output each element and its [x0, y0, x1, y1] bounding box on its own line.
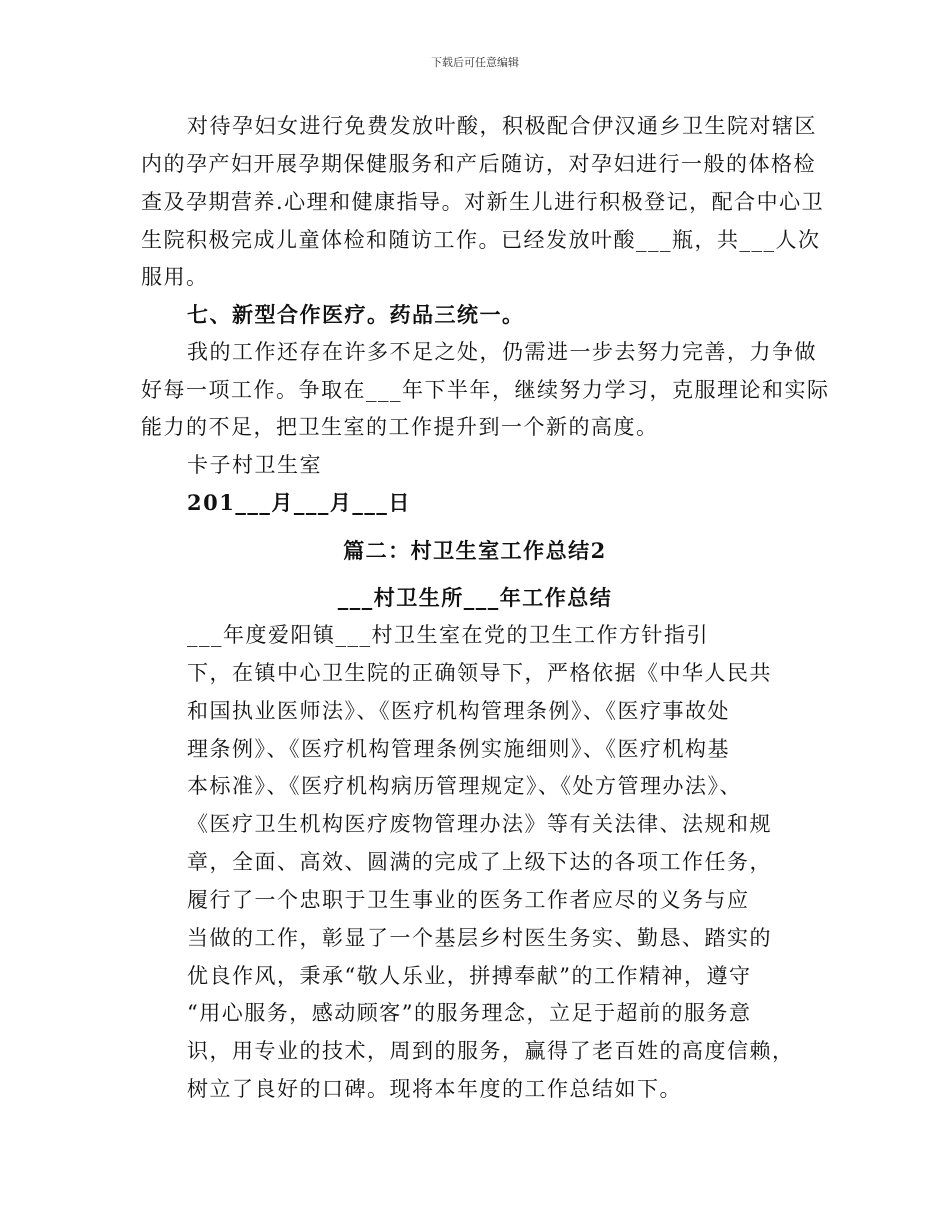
paragraph-line: “用心服务，感动顾客”的服务理念，立足于超前的服务意	[187, 1001, 752, 1025]
paragraph-line: 识，用专业的技术，周到的服务，赢得了老百姓的高度信赖，	[187, 1039, 795, 1063]
paragraph-line: 履行了一个忠职于卫生事业的医务工作者应尽的义务与应	[187, 888, 750, 912]
signature: 卡子村卫生室	[187, 453, 322, 477]
section-title: 篇二：村卫生室工作总结2	[343, 538, 607, 563]
paragraph-line: 对待孕妇女进行免费发放叶酸，积极配合伊汉通乡卫生院对辖区	[187, 114, 817, 138]
section-heading: 七、新型合作医疗。药品三统一。	[187, 302, 525, 327]
paragraph-line: 好每一项工作。争取在___年下半年，继续努力学习，克服理论和实际	[141, 378, 830, 402]
paragraph-line: 理条例》、《医疗机构管理条例实施细则》、《医疗机构基	[187, 737, 730, 761]
section-subtitle: ___村卫生所___年工作总结	[337, 585, 613, 610]
paragraph-line: 《医疗卫生机构医疗废物管理办法》等有关法律、法规和规	[187, 812, 772, 836]
date-line: 201___月___月___日	[187, 490, 411, 515]
paragraph-line: ___年度爱阳镇___村卫生室在党的卫生工作方针指引	[187, 623, 709, 647]
paragraph-line: 树立了良好的口碑。现将本年度的工作总结如下。	[187, 1077, 682, 1101]
paragraph-line: 查及孕期营养.心理和健康指导。对新生儿进行积极登记，配合中心卫	[141, 190, 825, 214]
page-header: 下载后可任意编辑	[431, 56, 519, 69]
paragraph-line: 和国执业医师法》、《医疗机构管理条例》、《医疗事故处	[187, 699, 730, 723]
paragraph-line: 当做的工作，彰显了一个基层乡村医生务实、勤恳、踏实的	[187, 926, 772, 950]
paragraph-line: 优良作风，秉承“敬人乐业，拼搏奉献”的工作精神，遵守	[187, 964, 752, 988]
paragraph-line: 章，全面、高效、圆满的完成了上级下达的各项工作任务，	[187, 850, 772, 874]
paragraph-line: 我的工作还存在许多不足之处，仍需进一步去努力完善，力争做	[187, 340, 817, 364]
paragraph-line: 内的孕产妇开展孕期保健服务和产后随访，对孕妇进行一般的体格检	[141, 152, 816, 176]
paragraph-line: 下，在镇中心卫生院的正确领导下，严格依据《中华人民共	[187, 661, 772, 685]
paragraph-line: 服用。	[141, 265, 209, 289]
paragraph-line: 本标准》、《医疗机构病历管理规定》、《处方管理办法》、	[187, 774, 742, 798]
paragraph-line: 生院积极完成儿童体检和随访工作。已经发放叶酸___瓶，共___人次	[141, 228, 821, 252]
paragraph-line: 能力的不足，把卫生室的工作提升到一个新的高度。	[141, 415, 659, 439]
